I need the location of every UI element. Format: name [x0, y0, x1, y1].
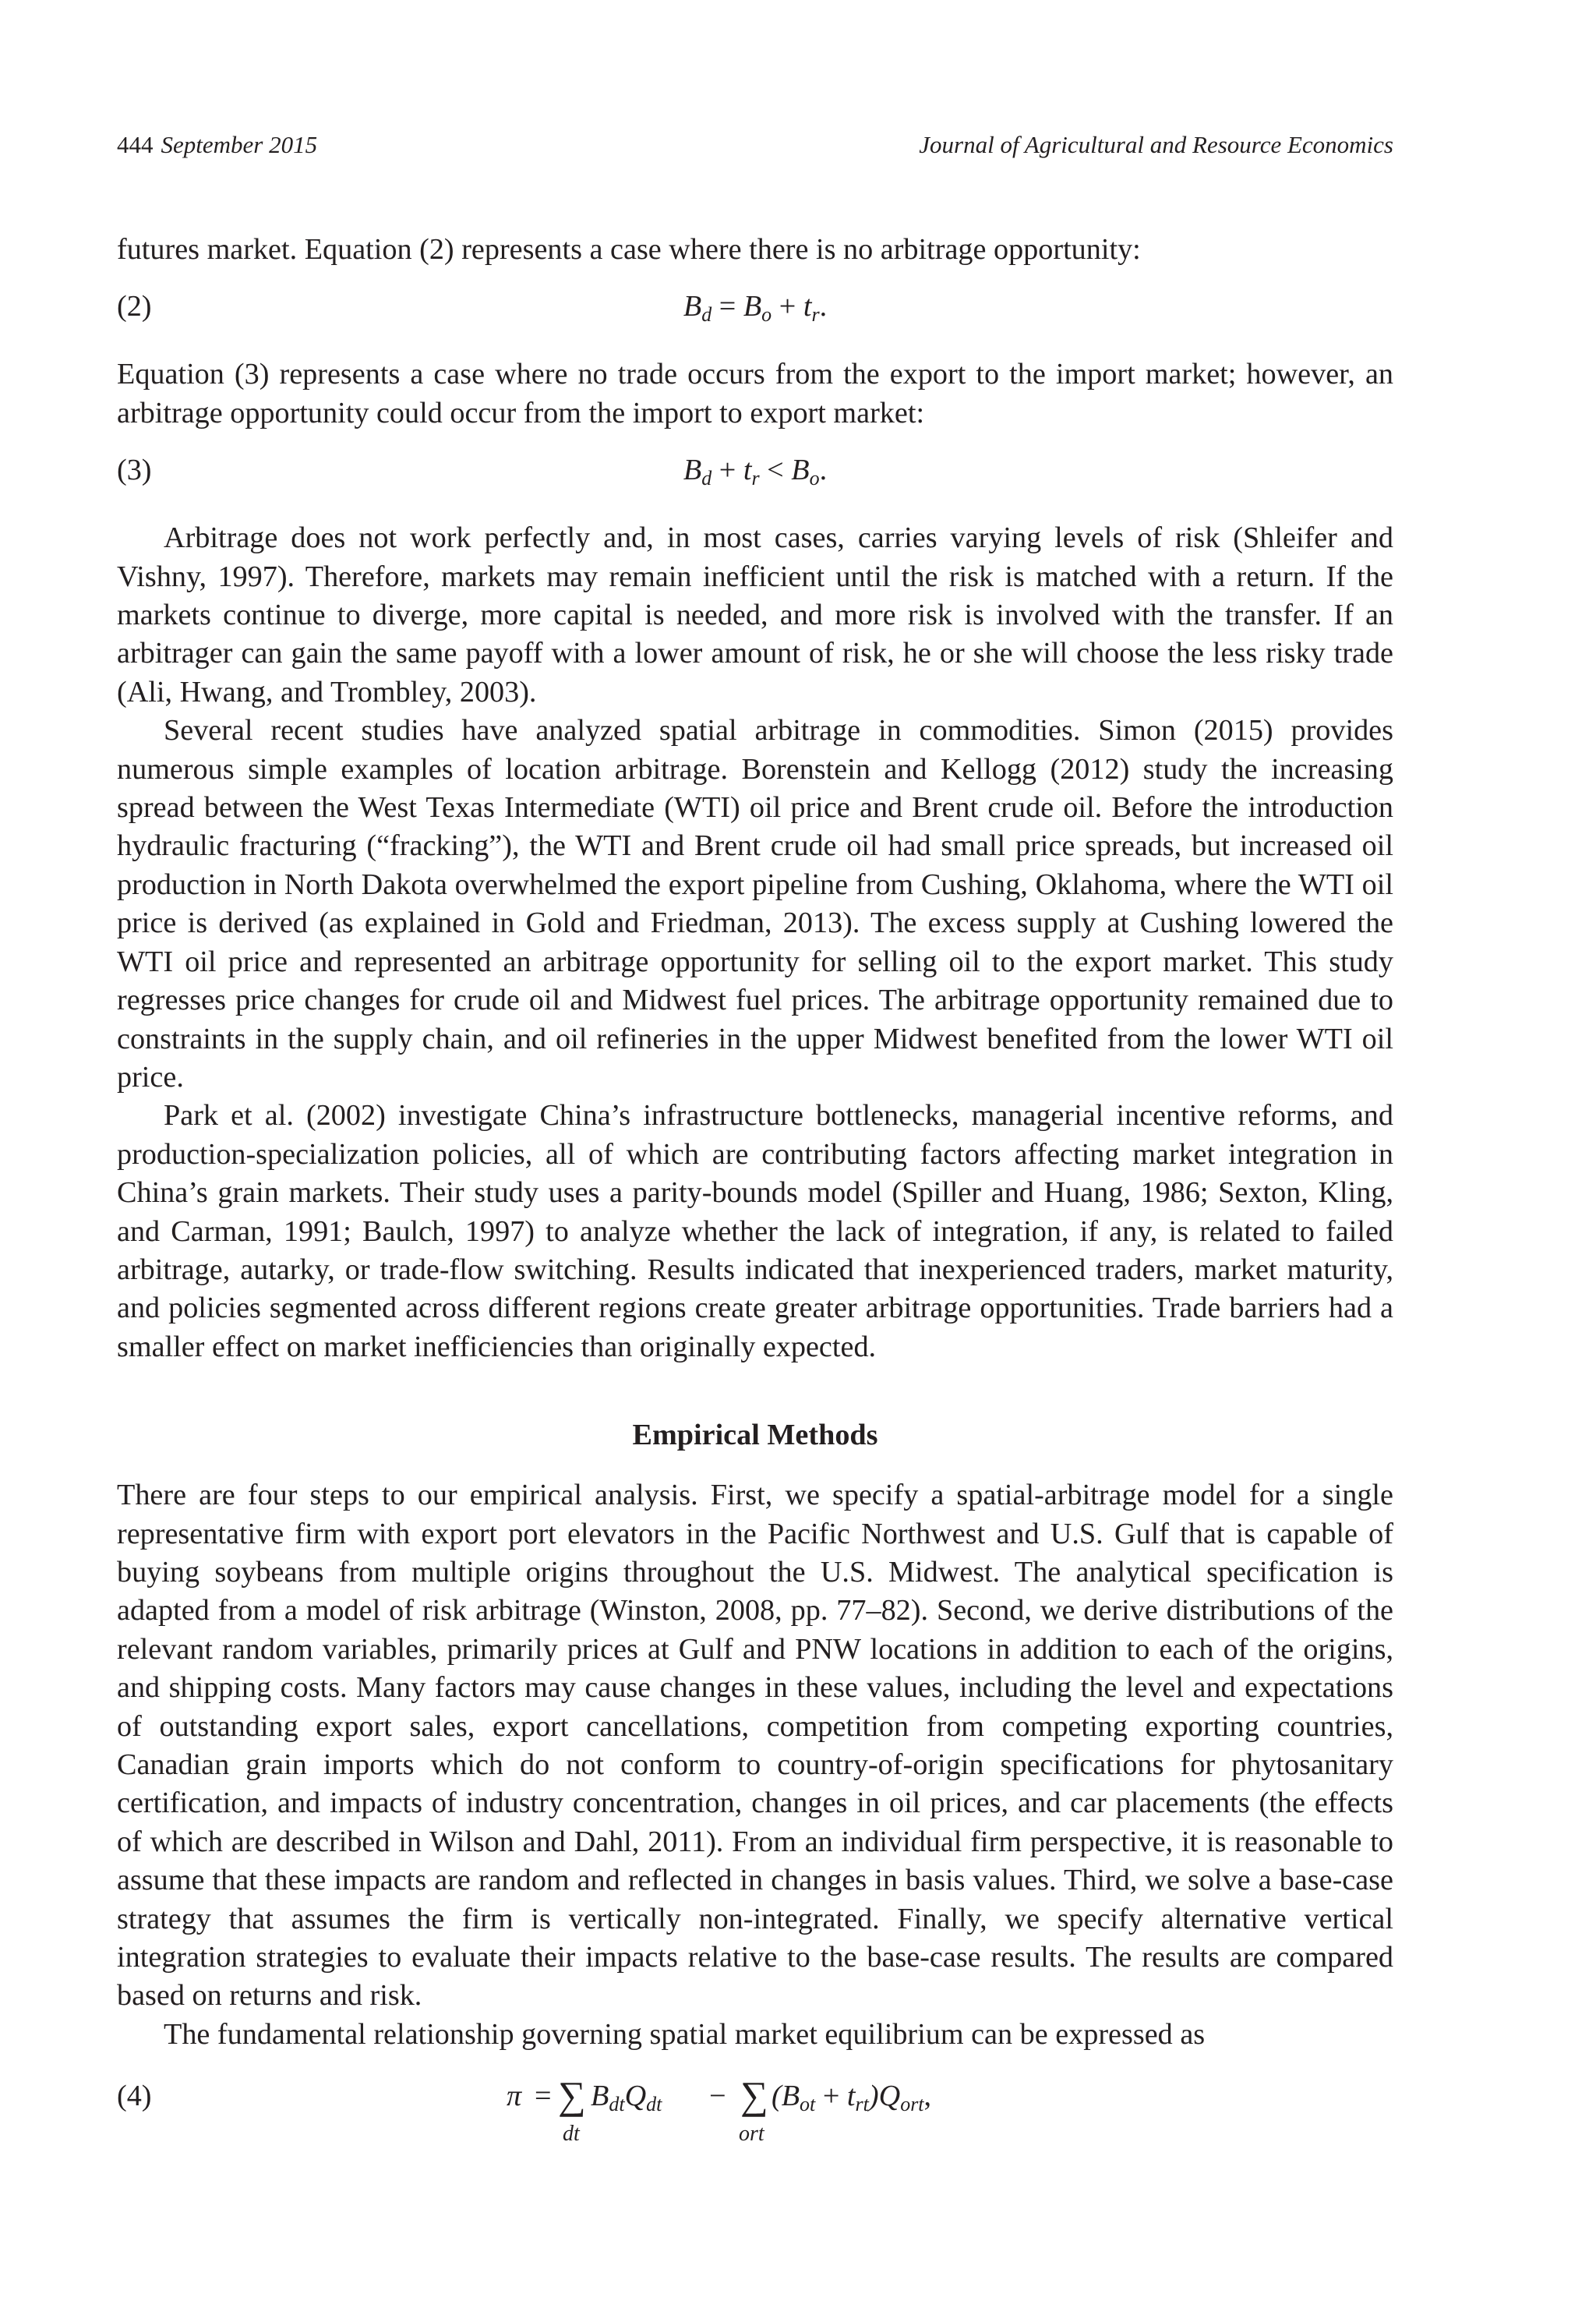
equation-expression: $B_d = B_o + t_r$. [683, 290, 828, 327]
journal-title: Journal of Agricultural and Resource Economics [919, 131, 1393, 158]
paragraph: The fundamental relationship governing spatial market equilibrium can be expressed as [164, 2017, 1206, 2051]
equation-number: (2) [117, 290, 152, 323]
equation-2 [117, 288, 1393, 326]
paragraph: There are four steps to our empirical analysis. First, we specify a spatial-arbitrage model for a single representative firm with export port elevators in the Pacific Northwest and U.S. Gulf that is capable of buying soybeans from multiple origins throughout the U.S. Midwest. The analytical specification is adapted from a model of risk arbitrage (Winston, 2008, pp. 77–82). Second, we derive distributions of the relevant random variables, primarily prices at Gulf and PNW locations in addition to each of the origins, and shipping costs. Many factors may cause changes in these values, including the level and expectations of outstanding export sales, export cancellations, competition from competing exporting countries, Canadian grain imports which do not conform to country-of-origin specifications for phytosanitary certification, and impacts of industry concentration, changes in oil prices, and car placements (the effects of which are described in Wilson and Dahl, 2011). From an individual firm perspective, it is reasonable to assume that these impacts are random and reflected in changes in basis values. Third, we solve a base-case strategy that assumes the firm is vertically non-integrated. Finally, we specify alternative vertical integration strategies to evaluate their impacts relative to the base-case results. The results are compared based on returns and risk. [117, 1479, 1393, 2013]
section-heading: Empirical Methods [632, 1419, 878, 1452]
paragraph: Several recent studies have analyzed spatial arbitrage in commodities. Simon (2015) provides numerous simple examples of location arbitrage. Borenstein and Kellogg (2012) study the increasing spread between the West Texas Intermediate (WTI) oil price and Brent crude oil. Before the introduction hydraulic fracturing (“fracking”), the WTI and Brent crude oil had small price spreads, but increased oil production in North Dakota overwhelmed the export pipeline from Cushing, Oklahoma, where the WTI oil price is derived (as explained in Gold and Friedman, 2013). The excess supply at Cushing lowered the WTI oil price and represented an arbitrage opportunity for selling oil to the export market. This study regresses price changes for crude oil and Midwest fuel prices. The arbitrage opportunity remained due to constraints in the supply chain, and oil refineries in the upper Midwest benefited from the lower WTI oil price. [117, 714, 1393, 1094]
paragraph: Arbitrage does not work perfectly and, in most cases, carries varying levels of risk (Shleifer and Vishny, 1997). Therefore, markets may remain inefficient until the risk is matched with a return. If the markets continue to diverge, more capital is needed, and more risk is involved with the transfer. If an arbitrager can gain the same payoff with a lower amount of risk, he or she will choose the less risky trade (Ali, Hwang, and Trombley, 2003). [117, 521, 1393, 709]
equation-4 [117, 2073, 1393, 2163]
summation-symbol: ∑ [740, 2073, 768, 2118]
summation-symbol: ∑ [558, 2073, 586, 2118]
equation-expression: $B_d + t_r < B_o$. [683, 454, 828, 490]
running-header [117, 126, 1393, 164]
equation-3 [117, 451, 1393, 489]
paragraph: futures market. Equation (2) represents a case where there is no arbitrage opportunity: [117, 233, 1141, 266]
page-number: 444 [117, 131, 154, 158]
issue-date: September 2015 [161, 131, 318, 158]
header-left [117, 126, 317, 164]
paragraph: Park et al. (2002) investigate China’s infrastructure bottlenecks, managerial incentive reforms, and production-specialization policies, all of which are contributing factors affecting market integration in China’s grain markets. Their study uses a parity-bounds model (Spiller and Huang, 1986; Sexton, Kling, and Carman, 1991; Baulch, 1997) to analyze whether the lack of integration, if any, is related to failed arbitrage, autarky, or trade-flow switching. Results indicated that inexperienced traders, market maturity, and policies segmented across different regions create greater arbitrage opportunities. Trade barriers had a smaller effect on market inefficiencies than originally expected. [117, 1099, 1393, 1363]
equation-number: (4) [117, 2080, 152, 2113]
equation-expression: π = ∑ dt $B_{dt}Q_{dt}$ − ∑ ort $(B_{ot} + t_{rt})Q_{ort}$, [507, 2073, 932, 2147]
page-body [117, 231, 1393, 2163]
equation-number: (3) [117, 454, 152, 487]
paragraph: Equation (3) represents a case where no trade occurs from the export to the import market; however, an arbitrage opportunity could occur from the import to export market: [117, 358, 1393, 429]
